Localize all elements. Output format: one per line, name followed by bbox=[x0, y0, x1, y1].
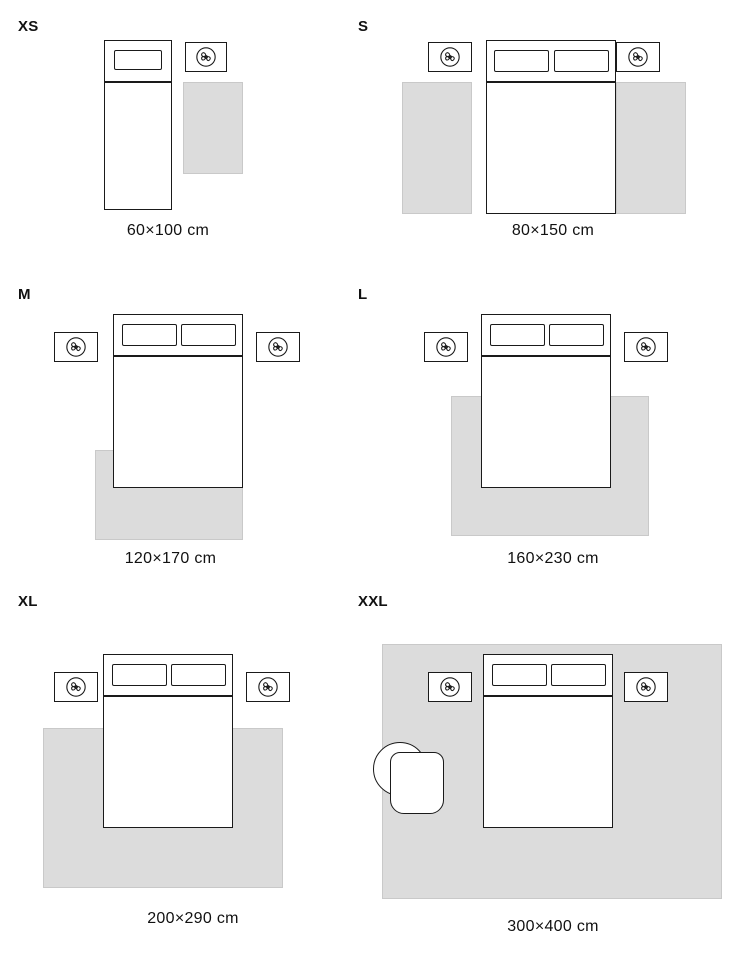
lamp-icon bbox=[635, 336, 657, 358]
armchair-seat-xxl bbox=[390, 752, 444, 814]
lamp-icon bbox=[627, 46, 649, 68]
caption-xl: 200×290 cm bbox=[147, 910, 239, 927]
nightstand-left-xxl bbox=[428, 672, 472, 702]
size-cell-l bbox=[358, 282, 723, 582]
caption-xxl: 300×400 cm bbox=[507, 918, 599, 935]
lamp-icon bbox=[195, 46, 217, 68]
lamp-icon bbox=[65, 676, 87, 698]
pillow-xl-right bbox=[171, 664, 226, 686]
pillow-m-left bbox=[122, 324, 177, 346]
nightstand-left-m bbox=[54, 332, 98, 362]
caption-s: 80×150 cm bbox=[511, 222, 595, 239]
lamp-icon bbox=[257, 676, 279, 698]
size-cell-xs bbox=[18, 10, 348, 260]
room-plan-s bbox=[358, 24, 723, 209]
pillow-xl-left bbox=[112, 664, 167, 686]
pillow-m-right bbox=[181, 324, 236, 346]
caption-m: 120×170 cm bbox=[124, 550, 217, 567]
size-label-l: L bbox=[358, 286, 368, 303]
nightstand-right-xxl bbox=[624, 672, 668, 702]
lamp-icon bbox=[267, 336, 289, 358]
rug-shape-xs bbox=[183, 82, 243, 174]
size-label-xxl: XXL bbox=[358, 593, 388, 610]
room-plan-m bbox=[18, 298, 348, 538]
nightstand-left-l bbox=[424, 332, 468, 362]
pillow-xxl-right bbox=[551, 664, 606, 686]
size-label-xl: XL bbox=[18, 593, 38, 610]
lamp-icon bbox=[439, 676, 461, 698]
caption-l: 160×230 cm bbox=[507, 550, 599, 567]
bed-xxl bbox=[483, 696, 613, 828]
lamp-icon bbox=[65, 336, 87, 358]
size-label-s: S bbox=[358, 18, 369, 35]
pillow-s-right bbox=[554, 50, 609, 72]
pillow-l-right bbox=[549, 324, 604, 346]
room-plan-xl bbox=[18, 638, 348, 908]
size-cell-xl bbox=[18, 588, 348, 948]
nightstand-right-xs bbox=[185, 42, 227, 72]
bed-m bbox=[113, 356, 243, 488]
room-plan-l bbox=[358, 298, 723, 538]
room-plan-xxl bbox=[358, 624, 723, 914]
lamp-icon bbox=[435, 336, 457, 358]
rug-shape-s-right bbox=[616, 82, 686, 214]
pillow-xxl-left bbox=[492, 664, 547, 686]
nightstand-left-s bbox=[428, 42, 472, 72]
size-label-m: M bbox=[18, 286, 31, 303]
nightstand-left-xl bbox=[54, 672, 98, 702]
bed-xs bbox=[104, 82, 172, 210]
room-plan-xs bbox=[18, 24, 348, 204]
lamp-icon bbox=[635, 676, 657, 698]
pillow-l-left bbox=[490, 324, 545, 346]
size-label-xs: XS bbox=[18, 18, 39, 35]
nightstand-right-s bbox=[616, 42, 660, 72]
caption-xs: 60×100 cm bbox=[126, 222, 210, 239]
bed-l bbox=[481, 356, 611, 488]
pillow-s-left bbox=[494, 50, 549, 72]
size-cell-xxl bbox=[358, 588, 723, 948]
pillow-xs bbox=[114, 50, 162, 70]
bed-xl bbox=[103, 696, 233, 828]
lamp-icon bbox=[439, 46, 461, 68]
rug-shape-s-left bbox=[402, 82, 472, 214]
nightstand-right-xl bbox=[246, 672, 290, 702]
size-cell-m bbox=[18, 282, 348, 582]
nightstand-right-l bbox=[624, 332, 668, 362]
nightstand-right-m bbox=[256, 332, 300, 362]
bed-s bbox=[486, 82, 616, 214]
size-cell-s bbox=[358, 10, 723, 260]
